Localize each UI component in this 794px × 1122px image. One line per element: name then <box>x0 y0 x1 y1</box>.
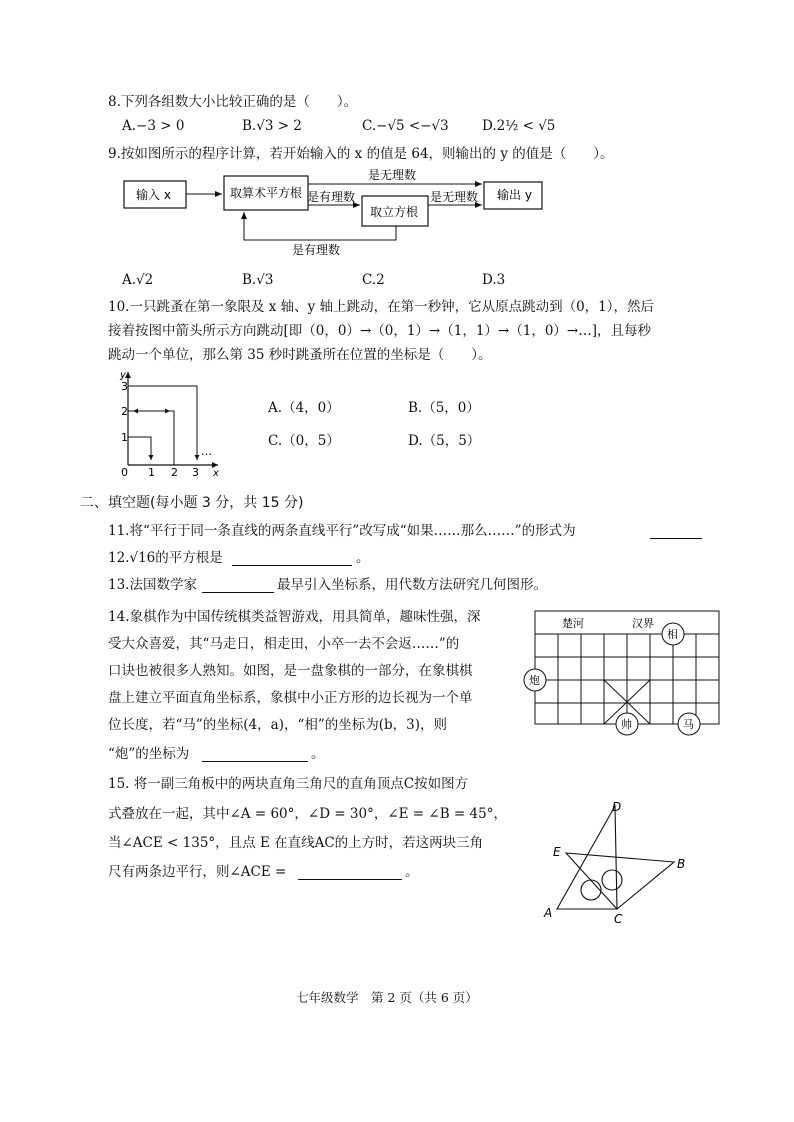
q12-suffix: 。 <box>356 550 370 566</box>
flow-label-irrational-right: 是无理数 <box>430 190 479 204</box>
q15-line4-prefix: 尺有两条边平行，则∠ACE = <box>108 864 287 880</box>
q8-option-a: A.−3 > 0 <box>122 118 185 134</box>
q10-option-b: B.（5，0） <box>408 400 480 416</box>
q13-prefix: 13.法国数学家 <box>108 577 197 593</box>
q15-line4-suffix: 。 <box>405 864 419 880</box>
flow-label-rational-bottom: 是有理数 <box>292 243 341 257</box>
q9-stem: 9.按如图所示的程序计算，若开始输入的 x 的值是 64，则输出的 y 的值是（ ）。 <box>108 146 614 162</box>
flow-label-irrational-top: 是无理数 <box>368 168 417 182</box>
q10-x-label: x <box>213 468 219 479</box>
q8-option-d: D.2½ < √5 <box>482 118 556 134</box>
board-river-right: 汉界 <box>632 617 654 630</box>
q15-line3: 当∠ACE < 135°，且点 E 在直线AC的上方时，若这两块三角 <box>108 835 484 851</box>
board-river-left: 楚河 <box>562 617 584 630</box>
q10-line1: 10.一只跳蚤在第一象限及 x 轴、y 轴上跳动，在第一秒钟，它从原点跳动到（0，1），然后 <box>108 299 655 315</box>
q9-option-c: C.2 <box>362 272 385 288</box>
q10-x-tick-3: 3 <box>192 466 199 479</box>
q10-x-tick-2: 2 <box>171 466 178 479</box>
q10-ellipsis: … <box>201 445 212 458</box>
q14-line1: 14.象棋作为中国传统棋类益智游戏，用具简单，趣味性强，深 <box>108 609 481 625</box>
point-c-label: C <box>614 912 623 926</box>
q12-prefix: 12.√16的平方根是 <box>108 550 223 566</box>
q14-line2: 受大众喜爱，其“马走日，相走田，小卒一去不会返……”的 <box>108 636 460 652</box>
triangle-acd <box>557 806 617 909</box>
q15-line2: 式叠放在一起，其中∠A = 60°，∠D = 30°，∠E = ∠B = 45°， <box>108 806 507 822</box>
q10-option-c: C.（0，5） <box>268 433 340 449</box>
q10-line3: 跳动一个单位，那么第 35 秒时跳蚤所在位置的坐标是（ ）。 <box>108 347 492 363</box>
q10-option-a: A.（4，0） <box>268 400 340 416</box>
section2-title: 二、填空题(每小题 3 分，共 15 分) <box>80 495 304 511</box>
q15-line1: 15. 将一副三角板中的两块直角三角尺的直角顶点C按如图方 <box>108 776 469 792</box>
point-e-label: E <box>553 845 561 859</box>
q10-line2: 接着按图中箭头所示方向跳动[即（0，0）→（0，1）→（1，1）→（1，0）→…]，且每秒 <box>108 323 651 339</box>
q14-line4: 盘上建立平面直角坐标系，象棋中小正方形的边长视为一个单 <box>108 690 473 706</box>
q10-option-d: D.（5，5） <box>408 433 481 449</box>
piece-xiang-label: 相 <box>667 628 678 641</box>
q13-suffix: 最早引入坐标系，用代数方法研究几何图形。 <box>277 577 547 593</box>
flow-cbrt-label: 取立方根 <box>370 205 419 219</box>
q14-line6-prefix: “炮”的坐标为 <box>108 746 190 762</box>
q10-y-tick-2: 2 <box>121 405 128 418</box>
q14-line5: 位长度，若“马”的坐标(4，a)，“相”的坐标为(b，3)，则 <box>108 717 448 733</box>
flow-label-rational-mid: 是有理数 <box>307 190 356 204</box>
point-a-label: A <box>544 906 553 920</box>
triangle-hole-2 <box>602 870 622 890</box>
q10-y-tick-3: 3 <box>121 380 128 393</box>
q10-origin: 0 <box>121 466 128 479</box>
flow-sqrt-label: 取算术平方根 <box>230 186 303 200</box>
page-footer: 七年级数学 第 2 页（共 6 页） <box>296 990 478 1005</box>
triangle-ecb <box>566 853 674 909</box>
q8-stem: 8.下列各组数大小比较正确的是（ ）。 <box>108 94 358 110</box>
q11-text: 11.将“平行于同一条直线的两条直线平行”改写成“如果……那么……”的形式为 <box>108 523 576 539</box>
q14-line3: 口诀也被很多人熟知。如图，是一盘象棋的一部分，在象棋棋 <box>108 663 473 679</box>
triangle-hole-1 <box>581 880 601 900</box>
piece-ma-label: 马 <box>683 718 694 731</box>
point-d-label: D <box>612 800 622 814</box>
q14-line6-suffix: 。 <box>311 746 325 762</box>
piece-shuai-label: 帅 <box>621 718 632 731</box>
q8-option-b: B.√3 > 2 <box>242 118 302 134</box>
piece-pao-label: 炮 <box>529 674 540 687</box>
q8-option-c: C.−√5 <−√3 <box>362 118 449 134</box>
flow-input-label: 输入 x <box>136 188 171 202</box>
q10-y-label: y <box>120 370 126 381</box>
q9-option-a: A.√2 <box>122 272 154 288</box>
q10-x-tick-1: 1 <box>148 466 155 479</box>
q9-option-d: D.3 <box>482 272 506 288</box>
flow-output-label: 输出 y <box>497 188 532 202</box>
point-b-label: B <box>677 857 686 871</box>
q9-option-b: B.√3 <box>242 272 274 288</box>
q10-y-tick-1: 1 <box>121 431 128 444</box>
